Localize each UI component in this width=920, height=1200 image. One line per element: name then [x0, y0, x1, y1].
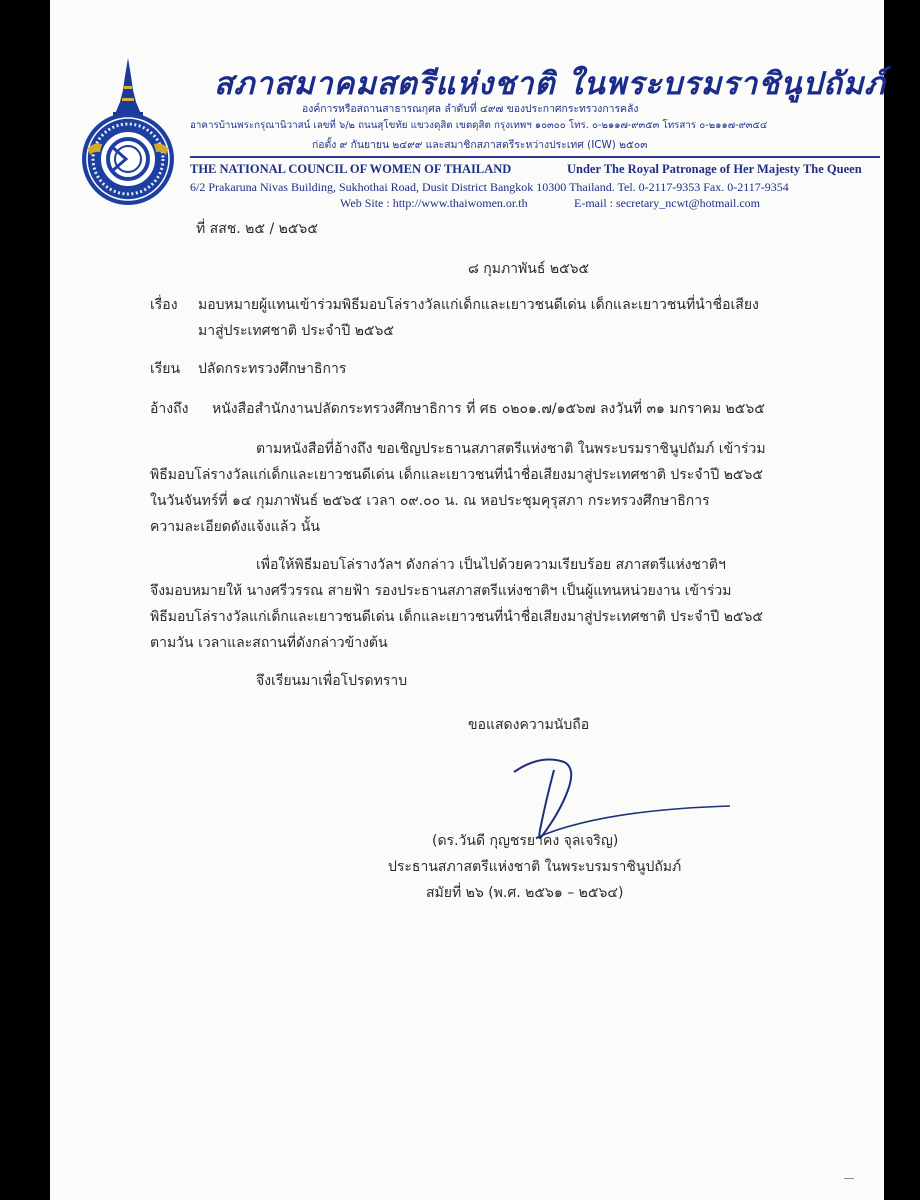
subject-line-1: มอบหมายผู้แทนเข้าร่วมพิธีมอบโล่รางวัลแก่เด็กและเยาวชนดีเด่น เด็กและเยาวชนที่นำชื่อเสียง	[198, 297, 759, 313]
founding-line: ก่อตั้ง ๙ กันยายน ๒๔๙๙ และสมาชิกสภาสตรีระหว่างประเทศ (ICW) ๒๕๐๓	[312, 139, 648, 151]
reference-label: อ้างถึง	[150, 401, 189, 417]
recipient: ปลัดกระทรวงศึกษาธิการ	[198, 361, 347, 377]
email: E-mail : secretary_ncwt@hotmail.com	[574, 196, 760, 210]
recipient-label: เรียน	[150, 361, 181, 377]
paragraph-1-line: ในวันจันทร์ที่ ๑๔ กุมภาพันธ์ ๒๕๖๕ เวลา ๐๙.๐๐ น. ณ หอประชุมคุรุสภา กระทรวงศึกษาธิการ	[150, 493, 710, 509]
paragraph-1-line: ตามหนังสือที่อ้างถึง ขอเชิญประธานสภาสตรีแห่งชาติ ในพระบรมราชินูปถัมภ์ เข้าร่วม	[256, 441, 766, 457]
subject-line-2: มาสู่ประเทศชาติ ประจำปี ๒๕๖๕	[198, 323, 394, 339]
paragraph-1-line: พิธีมอบโล่รางวัลแก่เด็กและเยาวชนดีเด่น เด็กและเยาวชนที่นำชื่อเสียงมาสู่ประเทศชาติ ประจำปี ๒๕๖๕	[150, 467, 763, 483]
signer-name: (ดร.วันดี กุญชรยาคง จุลเจริญ)	[432, 833, 619, 849]
header-divider	[190, 156, 880, 158]
paragraph-2-line: พิธีมอบโล่รางวัลแก่เด็กและเยาวชนดีเด่น เด็กและเยาวชนที่นำชื่อเสียงมาสู่ประเทศชาติ ประจำปี ๒๕๖๕	[150, 609, 763, 625]
reference-number: ที่ สสช. ๒๕ / ๒๕๖๕	[196, 221, 318, 237]
council-seal-logo	[78, 56, 178, 206]
closing-request: จึงเรียนมาเพื่อโปรดทราบ	[256, 673, 408, 689]
website: Web Site : http://www.thaiwomen.or.th	[340, 196, 528, 210]
salutation: ขอแสดงความนับถือ	[468, 717, 590, 733]
subject-label: เรื่อง	[150, 297, 178, 313]
paragraph-2-line: ตามวัน เวลาและสถานที่ดังกล่าวข้างต้น	[150, 635, 388, 651]
page-mark	[844, 1178, 854, 1179]
royal-patronage: Under The Royal Patronage of Her Majesty The Queen	[567, 162, 862, 176]
reference-document: หนังสือสำนักงานปลัดกระทรวงศึกษาธิการ ที่ ศธ ๐๒๐๑.๗/๑๕๖๗ ลงวันที่ ๓๑ มกราคม ๒๕๖๕	[212, 401, 765, 417]
english-address: 6/2 Prakaruna Nivas Building, Sukhothai Road, Dusit District Bangkok 10300 Thailand. Tel. 0-2117-9353 Fax. 0-2117-9354	[190, 180, 789, 194]
org-name-english: THE NATIONAL COUNCIL OF WOMEN OF THAILAND	[190, 162, 512, 176]
paragraph-2-line: จึงมอบหมายให้ นางศรีวรรณ สายฟ้า รองประธานสภาสตรีแห่งชาติฯ เป็นผู้แทนหน่วยงาน เข้าร่วม	[150, 583, 732, 599]
letter-page	[50, 0, 884, 1200]
letter-date: ๘ กุมภาพันธ์ ๒๕๖๕	[468, 261, 590, 277]
paragraph-1-line: ความละเอียดดังแจ้งแล้ว นั้น	[150, 519, 320, 535]
charity-registration-line: องค์การหรือสถานสาธารณกุศล ลำดับที่ ๔๙๗ ของประกาศกระทรวงการคลัง	[302, 103, 639, 115]
signer-title: ประธานสภาสตรีแห่งชาติ ในพระบรมราชินูปถัมภ์	[388, 859, 682, 875]
signer-term: สมัยที่ ๒๖ (พ.ศ. ๒๕๖๑ – ๒๕๖๔)	[426, 885, 624, 901]
org-name-thai: สภาสมาคมสตรีแห่งชาติ ในพระบรมราชินูปถัมภ์	[214, 66, 886, 102]
paragraph-2-line: เพื่อให้พิธีมอบโล่รางวัลฯ ดังกล่าว เป็นไปด้วยความเรียบร้อย สภาสตรีแห่งชาติฯ	[256, 557, 726, 573]
thai-address-line: อาคารบ้านพระกรุณานิวาสน์ เลขที่ ๖/๒ ถนนสุโขทัย แขวงดุสิต เขตดุสิต กรุงเทพฯ ๑๐๓๐๐ โทร. ๐-๒๑๑๗-๙๓๕๓ โทรสาร ๐-๒๑๑๗-๙๓๕๔	[190, 120, 768, 131]
